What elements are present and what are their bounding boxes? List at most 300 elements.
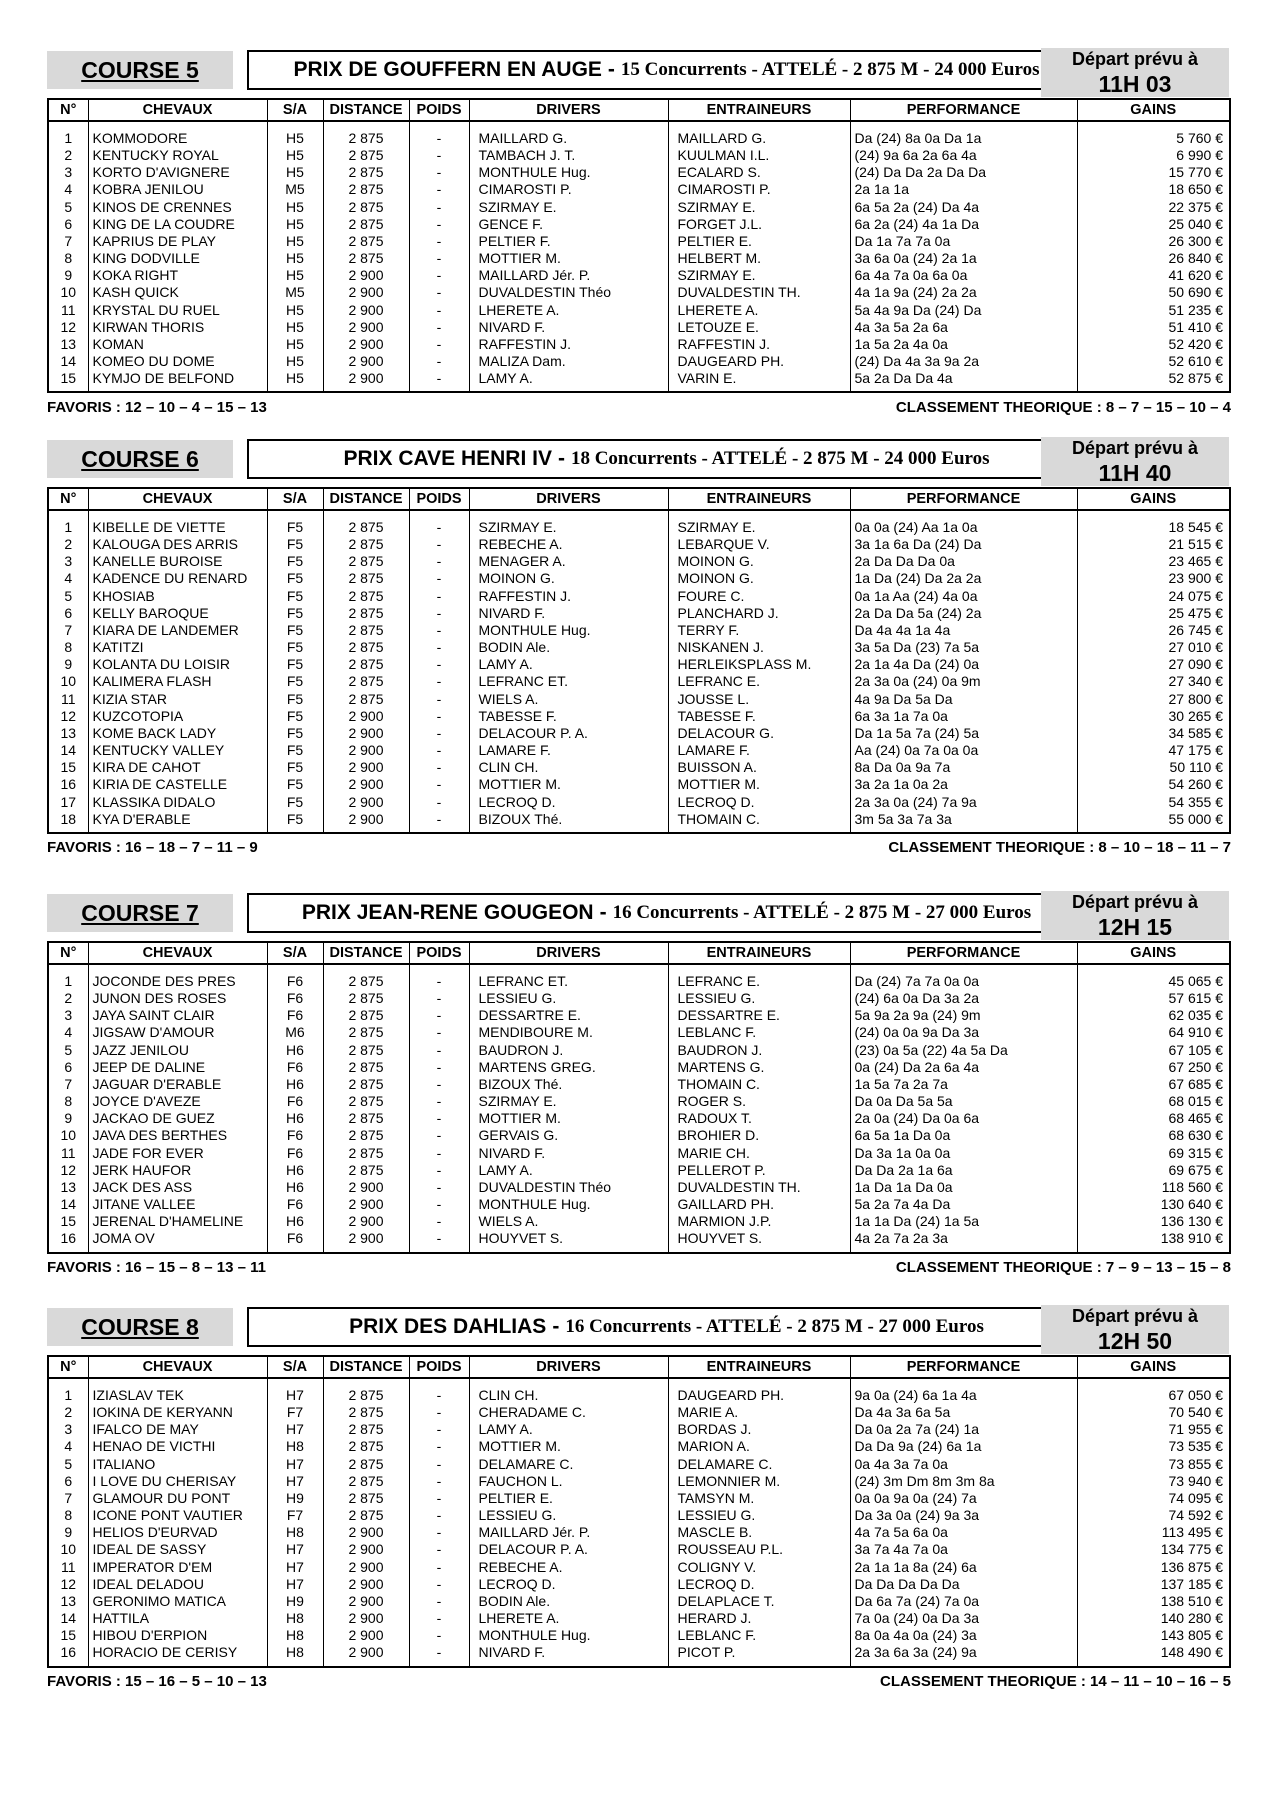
departure-box (1041, 1305, 1229, 1354)
driver: BODIN Ale. (469, 1593, 668, 1610)
horse-number: 12 (48, 1576, 88, 1593)
table-row (48, 1559, 1230, 1576)
trainer: LEFRANC E. (668, 673, 850, 690)
sex-age: F6 (267, 990, 323, 1007)
col-weight-header: POIDS (409, 942, 469, 964)
distance: 2 875 (323, 1145, 409, 1162)
trainer: MARIE A. (668, 1404, 850, 1421)
driver: HOUYVET S. (469, 1230, 668, 1252)
distance: 2 900 (323, 1576, 409, 1593)
driver: LAMARE F. (469, 742, 668, 759)
weight: - (409, 1196, 469, 1213)
horse-number: 9 (48, 1524, 88, 1541)
course-footer (47, 834, 1229, 862)
driver: DELACOUR P. A. (469, 1541, 668, 1558)
sex-age: H9 (267, 1490, 323, 1507)
trainer: MASCLE B. (668, 1524, 850, 1541)
earnings: 50 690 € (1077, 284, 1230, 301)
sex-age: H8 (267, 1627, 323, 1644)
distance: 2 900 (323, 776, 409, 793)
earnings: 68 015 € (1077, 1093, 1230, 1110)
earnings: 23 900 € (1077, 570, 1230, 587)
departure-time: 12H 50 (1097, 1328, 1173, 1354)
trainer: LESSIEU G. (668, 990, 850, 1007)
earnings: 143 805 € (1077, 1627, 1230, 1644)
weight: - (409, 181, 469, 198)
trainer: TERRY F. (668, 622, 850, 639)
weight: - (409, 759, 469, 776)
horse-number: 7 (48, 1490, 88, 1507)
horse-number: 15 (48, 1627, 88, 1644)
horse-number: 13 (48, 1179, 88, 1196)
performance: 4a 9a Da 5a Da (850, 691, 1077, 708)
table-row (48, 1162, 1230, 1179)
weight: - (409, 510, 469, 536)
earnings: 41 620 € (1077, 267, 1230, 284)
earnings: 73 535 € (1077, 1438, 1230, 1455)
sex-age: F5 (267, 742, 323, 759)
driver: SZIRMAY E. (469, 1093, 668, 1110)
driver: MONTHULE Hug. (469, 1627, 668, 1644)
distance: 2 875 (323, 639, 409, 656)
table-row (48, 588, 1230, 605)
sex-age: H6 (267, 1162, 323, 1179)
horse-name: HORACIO DE CERISY (88, 1644, 267, 1666)
horse-number: 14 (48, 1196, 88, 1213)
weight: - (409, 267, 469, 284)
driver: MOINON G. (469, 570, 668, 587)
horse-number: 7 (48, 622, 88, 639)
horse-name: JAZZ JENILOU (88, 1042, 267, 1059)
sex-age: M6 (267, 1024, 323, 1041)
horse-name: KORTO D'AVIGNERE (88, 164, 267, 181)
race-title-box (247, 439, 1086, 479)
sex-age: F5 (267, 759, 323, 776)
earnings: 50 110 € (1077, 759, 1230, 776)
horse-name: I LOVE DU CHERISAY (88, 1473, 267, 1490)
table-header-row (48, 488, 1230, 510)
sex-age: F6 (267, 964, 323, 990)
distance: 2 900 (323, 794, 409, 811)
race-title-separator: - (552, 1315, 560, 1338)
horse-name: KLASSIKA DIDALO (88, 794, 267, 811)
driver: MARTENS GREG. (469, 1059, 668, 1076)
driver: MAILLARD G. (469, 121, 668, 147)
race-title-box (247, 1307, 1086, 1347)
departure-label: Départ prévu à (1071, 438, 1199, 458)
horse-number: 6 (48, 1059, 88, 1076)
horse-name: KALIMERA FLASH (88, 673, 267, 690)
table-row (48, 1404, 1230, 1421)
table-row (48, 1438, 1230, 1455)
course-header (47, 48, 1229, 98)
table-row (48, 742, 1230, 759)
table-row (48, 1059, 1230, 1076)
race-details: 16 Concurrents - ATTELÉ - 2 875 M - 27 000 Euros (612, 902, 1032, 923)
table-row (48, 1093, 1230, 1110)
table-row (48, 336, 1230, 353)
horse-name: KELLY BAROQUE (88, 605, 267, 622)
horse-number: 16 (48, 1230, 88, 1252)
performance: 0a 4a 3a 7a 0a (850, 1456, 1077, 1473)
earnings: 68 630 € (1077, 1127, 1230, 1144)
horse-number: 14 (48, 1610, 88, 1627)
course-footer (47, 1254, 1229, 1282)
weight: - (409, 964, 469, 990)
favorites: FAVORIS : 12 – 10 – 4 – 15 – 13 (47, 398, 267, 416)
driver: LECROQ D. (469, 1576, 668, 1593)
table-row (48, 1179, 1230, 1196)
performance: Da 6a 7a (24) 7a 0a (850, 1593, 1077, 1610)
driver: RAFFESTIN J. (469, 588, 668, 605)
performance: Da (24) 7a 7a 0a 0a (850, 964, 1077, 990)
weight: - (409, 1644, 469, 1666)
horse-number: 11 (48, 1559, 88, 1576)
table-row (48, 656, 1230, 673)
trainer: ECALARD S. (668, 164, 850, 181)
table-row (48, 1456, 1230, 1473)
weight: - (409, 588, 469, 605)
departure-label: Départ prévu à (1071, 1306, 1199, 1326)
trainer: DELAMARE C. (668, 1456, 850, 1473)
favorites: FAVORIS : 16 – 18 – 7 – 11 – 9 (47, 839, 258, 857)
performance: Da 4a 4a 1a 4a (850, 622, 1077, 639)
weight: - (409, 1473, 469, 1490)
distance: 2 875 (323, 1507, 409, 1524)
driver: REBECHE A. (469, 536, 668, 553)
performance: (24) Da Da 2a Da Da (850, 164, 1077, 181)
table-row (48, 605, 1230, 622)
table-row (48, 811, 1230, 833)
col-earnings-header: GAINS (1077, 488, 1230, 510)
horse-number: 9 (48, 656, 88, 673)
distance: 2 875 (323, 536, 409, 553)
sex-age: H5 (267, 302, 323, 319)
performance: Da 3a 1a 0a 0a (850, 1145, 1077, 1162)
distance: 2 875 (323, 147, 409, 164)
trainer: JOUSSE L. (668, 691, 850, 708)
table-row (48, 510, 1230, 536)
driver: NIVARD F. (469, 1145, 668, 1162)
horse-number: 8 (48, 250, 88, 267)
horse-number: 15 (48, 759, 88, 776)
earnings: 64 910 € (1077, 1024, 1230, 1041)
earnings: 27 090 € (1077, 656, 1230, 673)
horse-name: KOMMODORE (88, 121, 267, 147)
weight: - (409, 1093, 469, 1110)
performance: (23) 0a 5a (22) 4a 5a Da (850, 1042, 1077, 1059)
trainer: HOUYVET S. (668, 1230, 850, 1252)
horse-name: HELIOS D'EURVAD (88, 1524, 267, 1541)
distance: 2 875 (323, 1456, 409, 1473)
trainer: LEBLANC F. (668, 1627, 850, 1644)
horse-number: 18 (48, 811, 88, 833)
table-header-row (48, 99, 1230, 121)
distance: 2 875 (323, 1007, 409, 1024)
distance: 2 875 (323, 1421, 409, 1438)
distance: 2 875 (323, 199, 409, 216)
course-label-box (47, 440, 233, 478)
weight: - (409, 990, 469, 1007)
horse-number: 2 (48, 147, 88, 164)
col-performance-header: PERFORMANCE (850, 1356, 1077, 1378)
distance: 2 875 (323, 121, 409, 147)
driver: CHERADAME C. (469, 1404, 668, 1421)
driver: MONTHULE Hug. (469, 1196, 668, 1213)
performance: Da 0a Da 5a 5a (850, 1093, 1077, 1110)
performance: (24) 9a 6a 2a 6a 4a (850, 147, 1077, 164)
weight: - (409, 302, 469, 319)
trainer: VARIN E. (668, 370, 850, 392)
race-title-separator: - (607, 58, 615, 81)
driver: LHERETE A. (469, 302, 668, 319)
horse-number: 1 (48, 1378, 88, 1404)
table-row (48, 1490, 1230, 1507)
distance: 2 875 (323, 1110, 409, 1127)
driver: WIELS A. (469, 1213, 668, 1230)
sex-age: F5 (267, 691, 323, 708)
driver: LECROQ D. (469, 794, 668, 811)
col-performance-header: PERFORMANCE (850, 99, 1077, 121)
table-row (48, 1230, 1230, 1252)
earnings: 118 560 € (1077, 1179, 1230, 1196)
weight: - (409, 1456, 469, 1473)
horse-name: JADE FOR EVER (88, 1145, 267, 1162)
sex-age: F5 (267, 605, 323, 622)
driver: BIZOUX Thé. (469, 811, 668, 833)
course-label: COURSE 8 (81, 1313, 199, 1340)
distance: 2 875 (323, 656, 409, 673)
horse-number: 10 (48, 284, 88, 301)
earnings: 54 260 € (1077, 776, 1230, 793)
sex-age: H8 (267, 1644, 323, 1666)
earnings: 140 280 € (1077, 1610, 1230, 1627)
sex-age: H6 (267, 1179, 323, 1196)
sex-age: F5 (267, 725, 323, 742)
performance: 3a 2a 1a 0a 2a (850, 776, 1077, 793)
sex-age: H5 (267, 199, 323, 216)
earnings: 148 490 € (1077, 1644, 1230, 1666)
driver: MAILLARD Jér. P. (469, 267, 668, 284)
distance: 2 900 (323, 811, 409, 833)
weight: - (409, 164, 469, 181)
earnings: 138 510 € (1077, 1593, 1230, 1610)
horse-number: 10 (48, 1127, 88, 1144)
trainer: LAMARE F. (668, 742, 850, 759)
sex-age: F7 (267, 1507, 323, 1524)
table-row (48, 199, 1230, 216)
trainer: DELACOUR G. (668, 725, 850, 742)
driver: LAMY A. (469, 656, 668, 673)
horse-number: 11 (48, 302, 88, 319)
sex-age: H6 (267, 1042, 323, 1059)
departure-time: 11H 03 (1098, 71, 1172, 97)
trainer: LECROQ D. (668, 794, 850, 811)
sex-age: M5 (267, 181, 323, 198)
table-row (48, 319, 1230, 336)
horse-number: 10 (48, 1541, 88, 1558)
driver: SZIRMAY E. (469, 199, 668, 216)
course-label: COURSE 5 (81, 56, 199, 83)
earnings: 73 855 € (1077, 1456, 1230, 1473)
distance: 2 875 (323, 1162, 409, 1179)
weight: - (409, 1179, 469, 1196)
sex-age: H5 (267, 319, 323, 336)
driver: MONTHULE Hug. (469, 622, 668, 639)
horse-name: KRYSTAL DU RUEL (88, 302, 267, 319)
horse-name: JERENAL D'HAMELINE (88, 1213, 267, 1230)
horse-number: 6 (48, 605, 88, 622)
earnings: 21 515 € (1077, 536, 1230, 553)
sex-age: F6 (267, 1145, 323, 1162)
col-trainers-header: ENTRAINEURS (668, 1356, 850, 1378)
performance: 5a 2a 7a 4a Da (850, 1196, 1077, 1213)
weight: - (409, 1230, 469, 1252)
horse-name: KASH QUICK (88, 284, 267, 301)
performance: 5a 2a Da Da 4a (850, 370, 1077, 392)
sex-age: H5 (267, 353, 323, 370)
horse-name: KIRWAN THORIS (88, 319, 267, 336)
performance: Da Da 2a 1a 6a (850, 1162, 1077, 1179)
earnings: 73 940 € (1077, 1473, 1230, 1490)
table-row (48, 1644, 1230, 1666)
horse-name: KOMEO DU DOME (88, 353, 267, 370)
weight: - (409, 1059, 469, 1076)
course-header (47, 891, 1229, 941)
driver: CLIN CH. (469, 1378, 668, 1404)
trainer: LEBLANC F. (668, 1024, 850, 1041)
sex-age: H5 (267, 250, 323, 267)
weight: - (409, 233, 469, 250)
trainer: DAUGEARD PH. (668, 353, 850, 370)
performance: 3a 5a Da (23) 7a 5a (850, 639, 1077, 656)
performance: 4a 2a 7a 2a 3a (850, 1230, 1077, 1252)
performance: Da 4a 3a 6a 5a (850, 1404, 1077, 1421)
horse-number: 7 (48, 1076, 88, 1093)
driver: DESSARTRE E. (469, 1007, 668, 1024)
horse-number: 16 (48, 776, 88, 793)
trainer: ROGER S. (668, 1093, 850, 1110)
weight: - (409, 1524, 469, 1541)
weight: - (409, 776, 469, 793)
race-name: PRIX DES DAHLIAS (349, 1315, 547, 1338)
weight: - (409, 1024, 469, 1041)
col-sa-header: S/A (267, 488, 323, 510)
performance: 6a 4a 7a 0a 6a 0a (850, 267, 1077, 284)
performance: 0a 0a (24) Aa 1a 0a (850, 510, 1077, 536)
performance: 2a 1a 1a (850, 181, 1077, 198)
horse-name: KUZCOTOPIA (88, 708, 267, 725)
runners-table (47, 487, 1231, 834)
trainer: HELBERT M. (668, 250, 850, 267)
horse-name: IOKINA DE KERYANN (88, 1404, 267, 1421)
performance: 1a Da 1a Da 0a (850, 1179, 1077, 1196)
race-name: PRIX JEAN-RENE GOUGEON (301, 901, 594, 924)
sex-age: F5 (267, 656, 323, 673)
horse-number: 17 (48, 794, 88, 811)
distance: 2 900 (323, 353, 409, 370)
weight: - (409, 1627, 469, 1644)
distance: 2 900 (323, 759, 409, 776)
horse-name: KIRIA DE CASTELLE (88, 776, 267, 793)
performance: 2a 3a 6a 3a (24) 9a (850, 1644, 1077, 1666)
driver: MAILLARD Jér. P. (469, 1524, 668, 1541)
driver: MOTTIER M. (469, 776, 668, 793)
col-earnings-header: GAINS (1077, 942, 1230, 964)
distance: 2 875 (323, 622, 409, 639)
earnings: 24 075 € (1077, 588, 1230, 605)
horse-name: JAVA DES BERTHES (88, 1127, 267, 1144)
earnings: 113 495 € (1077, 1524, 1230, 1541)
sex-age: F5 (267, 622, 323, 639)
distance: 2 875 (323, 990, 409, 1007)
earnings: 67 050 € (1077, 1378, 1230, 1404)
sex-age: F5 (267, 570, 323, 587)
earnings: 136 130 € (1077, 1213, 1230, 1230)
horse-number: 5 (48, 588, 88, 605)
weight: - (409, 1145, 469, 1162)
performance: 3a 6a 0a (24) 2a 1a (850, 250, 1077, 267)
sex-age: F6 (267, 1196, 323, 1213)
weight: - (409, 1378, 469, 1404)
weight: - (409, 1490, 469, 1507)
trainer: LHERETE A. (668, 302, 850, 319)
table-row (48, 250, 1230, 267)
table-row (48, 164, 1230, 181)
trainer: FORGET J.L. (668, 216, 850, 233)
weight: - (409, 794, 469, 811)
course-section (47, 891, 1229, 1282)
favorites: FAVORIS : 15 – 16 – 5 – 10 – 13 (47, 1673, 267, 1690)
horse-name: IZIASLAV TEK (88, 1378, 267, 1404)
weight: - (409, 216, 469, 233)
earnings: 130 640 € (1077, 1196, 1230, 1213)
table-header-row (48, 942, 1230, 964)
departure-time: 11H 40 (1098, 460, 1172, 486)
weight: - (409, 1576, 469, 1593)
horse-number: 12 (48, 319, 88, 336)
weight: - (409, 536, 469, 553)
horse-name: JUNON DES ROSES (88, 990, 267, 1007)
horse-name: JACKAO DE GUEZ (88, 1110, 267, 1127)
horse-name: ITALIANO (88, 1456, 267, 1473)
sex-age: H8 (267, 1438, 323, 1455)
performance: 2a 1a 4a Da (24) 0a (850, 656, 1077, 673)
trainer: COLIGNY V. (668, 1559, 850, 1576)
trainer: TAMSYN M. (668, 1490, 850, 1507)
performance: (24) 6a 0a Da 3a 2a (850, 990, 1077, 1007)
horse-name: KIBELLE DE VIETTE (88, 510, 267, 536)
col-num-header: N° (48, 942, 88, 964)
driver: DUVALDESTIN Théo (469, 284, 668, 301)
driver: MENDIBOURE M. (469, 1024, 668, 1041)
performance: 6a 2a (24) 4a 1a Da (850, 216, 1077, 233)
horse-name: KAPRIUS DE PLAY (88, 233, 267, 250)
sex-age: F5 (267, 639, 323, 656)
trainer: MARIE CH. (668, 1145, 850, 1162)
earnings: 25 475 € (1077, 605, 1230, 622)
performance: 5a 4a 9a Da (24) Da (850, 302, 1077, 319)
sex-age: H7 (267, 1559, 323, 1576)
table-row (48, 302, 1230, 319)
distance: 2 900 (323, 1627, 409, 1644)
horse-number: 3 (48, 1007, 88, 1024)
performance: 1a Da (24) Da 2a 2a (850, 570, 1077, 587)
race-title-separator: - (599, 901, 607, 924)
trainer: HERLEIKSPLASS M. (668, 656, 850, 673)
race-title-separator: - (557, 447, 565, 470)
col-sa-header: S/A (267, 99, 323, 121)
